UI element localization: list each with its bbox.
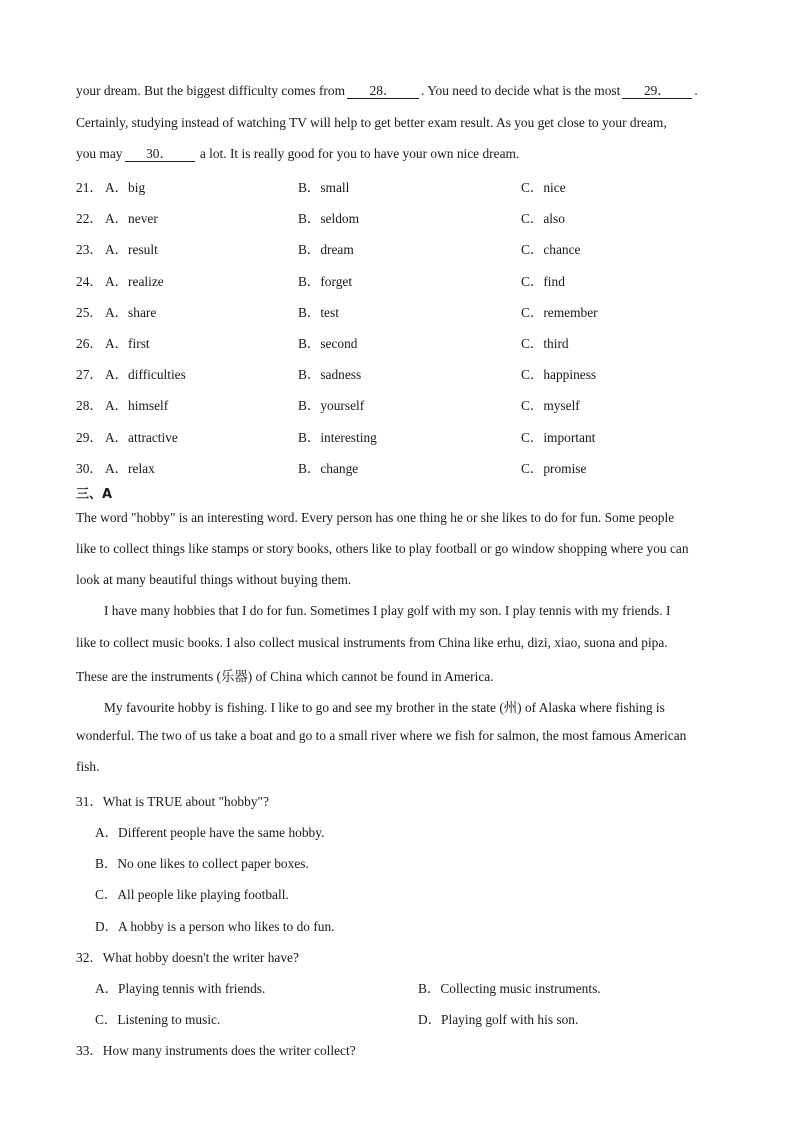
q32-option-c[interactable]: C．Listening to music. bbox=[95, 1012, 221, 1027]
question-row-26: 26． A．first B．second C．third bbox=[76, 333, 756, 353]
option-c[interactable]: C．remember bbox=[521, 305, 598, 320]
q32-option-b[interactable]: B．Collecting music instruments. bbox=[418, 981, 601, 996]
answer-blank-30[interactable]: 30． bbox=[125, 147, 195, 162]
option-c[interactable]: C．third bbox=[521, 336, 569, 351]
option-a[interactable]: A．never bbox=[105, 211, 158, 226]
option-b[interactable]: B．seldom bbox=[298, 211, 360, 226]
option-c[interactable]: C．happiness bbox=[521, 367, 597, 382]
option-a[interactable]: A．difficulties bbox=[105, 367, 186, 382]
passage-line-1: your dream. But the biggest difficulty comes from 28． . You need to decide what is the most 29． . bbox=[76, 83, 698, 98]
reading-line: These are the instruments (乐器) of China which cannot be found in America. bbox=[76, 669, 494, 684]
q31-option-b[interactable]: B．No one likes to collect paper boxes. bbox=[95, 856, 309, 871]
q31-option-a[interactable]: A．Different people have the same hobby. bbox=[95, 825, 325, 840]
passage-line-3: you may 30． a lot. It is really good for you to have your own nice dream. bbox=[76, 146, 520, 161]
option-b[interactable]: B．interesting bbox=[298, 430, 377, 445]
option-a[interactable]: A．share bbox=[105, 305, 157, 320]
question-row-23: 23． A．result B．dream C．chance bbox=[76, 239, 756, 259]
option-b[interactable]: B．change bbox=[298, 461, 359, 476]
answer-blank-29[interactable]: 29． bbox=[622, 84, 692, 99]
option-b[interactable]: B．forget bbox=[298, 274, 353, 289]
reading-line: like to collect music books. I also collect musical instruments from China like erhu, dizi, xiao, suona and pipa. bbox=[76, 635, 668, 650]
option-b[interactable]: B．test bbox=[298, 305, 339, 320]
q32-option-a[interactable]: A．Playing tennis with friends. bbox=[95, 981, 266, 996]
reading-line: fish. bbox=[76, 759, 100, 774]
reading-line: like to collect things like stamps or story books, others like to play football or go window shopping where you can bbox=[76, 541, 689, 556]
question-row-29: 29． A．attractive B．interesting C．important bbox=[76, 427, 756, 447]
option-b[interactable]: B．sadness bbox=[298, 367, 362, 382]
question-stem-33: 33．How many instruments does the writer collect? bbox=[76, 1043, 356, 1058]
option-a[interactable]: A．result bbox=[105, 242, 158, 257]
option-c[interactable]: C．important bbox=[521, 430, 596, 445]
option-a[interactable]: A．big bbox=[105, 180, 146, 195]
option-a[interactable]: A．realize bbox=[105, 274, 164, 289]
reading-line: My favourite hobby is fishing. I like to go and see my brother in the state (州) of Alaska where fishing is bbox=[104, 700, 665, 715]
reading-line: The word "hobby" is an interesting word. Every person has one thing he or she likes to do for fun. Some people bbox=[76, 510, 675, 525]
reading-line: I have many hobbies that I do for fun. Sometimes I play golf with my son. I play tennis with my friends. I bbox=[104, 603, 671, 618]
question-row-22: 22． A．never B．seldom C．also bbox=[76, 208, 756, 228]
option-c[interactable]: C．myself bbox=[521, 398, 580, 413]
option-a[interactable]: A．relax bbox=[105, 461, 155, 476]
option-c[interactable]: C．nice bbox=[521, 180, 566, 195]
passage-line-2: Certainly, studying instead of watching TV will help to get better exam result. As you get close to your dream, bbox=[76, 115, 667, 130]
question-row-27: 27． A．difficulties B．sadness C．happiness bbox=[76, 364, 756, 384]
question-stem-31: 31．What is TRUE about "hobby"? bbox=[76, 794, 269, 809]
question-row-21: 21． A．big B．small C．nice bbox=[76, 177, 756, 197]
option-c[interactable]: C．also bbox=[521, 211, 565, 226]
reading-line: wonderful. The two of us take a boat and go to a small river where we fish for salmon, the most famous American bbox=[76, 728, 687, 743]
question-row-24: 24． A．realize B．forget C．find bbox=[76, 271, 756, 291]
option-c[interactable]: C．promise bbox=[521, 461, 587, 476]
section-heading: 三、A bbox=[76, 487, 113, 502]
option-b[interactable]: B．dream bbox=[298, 242, 354, 257]
option-a[interactable]: A．first bbox=[105, 336, 150, 351]
q31-option-c[interactable]: C．All people like playing football. bbox=[95, 887, 289, 902]
option-b[interactable]: B．second bbox=[298, 336, 358, 351]
option-a[interactable]: A．himself bbox=[105, 398, 169, 413]
question-row-28: 28． A．himself B．yourself C．myself bbox=[76, 395, 756, 415]
option-c[interactable]: C．find bbox=[521, 274, 565, 289]
question-row-30: 30． A．relax B．change C．promise bbox=[76, 458, 756, 478]
question-stem-32: 32．What hobby doesn't the writer have? bbox=[76, 950, 299, 965]
q32-option-d[interactable]: D．Playing golf with his son. bbox=[418, 1012, 579, 1027]
q31-option-d[interactable]: D．A hobby is a person who likes to do fun. bbox=[95, 919, 335, 934]
option-b[interactable]: B．small bbox=[298, 180, 350, 195]
question-row-25: 25． A．share B．test C．remember bbox=[76, 302, 756, 322]
option-c[interactable]: C．chance bbox=[521, 242, 581, 257]
option-b[interactable]: B．yourself bbox=[298, 398, 365, 413]
option-a[interactable]: A．attractive bbox=[105, 430, 178, 445]
reading-line: look at many beautiful things without buying them. bbox=[76, 572, 352, 587]
answer-blank-28[interactable]: 28． bbox=[347, 84, 419, 99]
